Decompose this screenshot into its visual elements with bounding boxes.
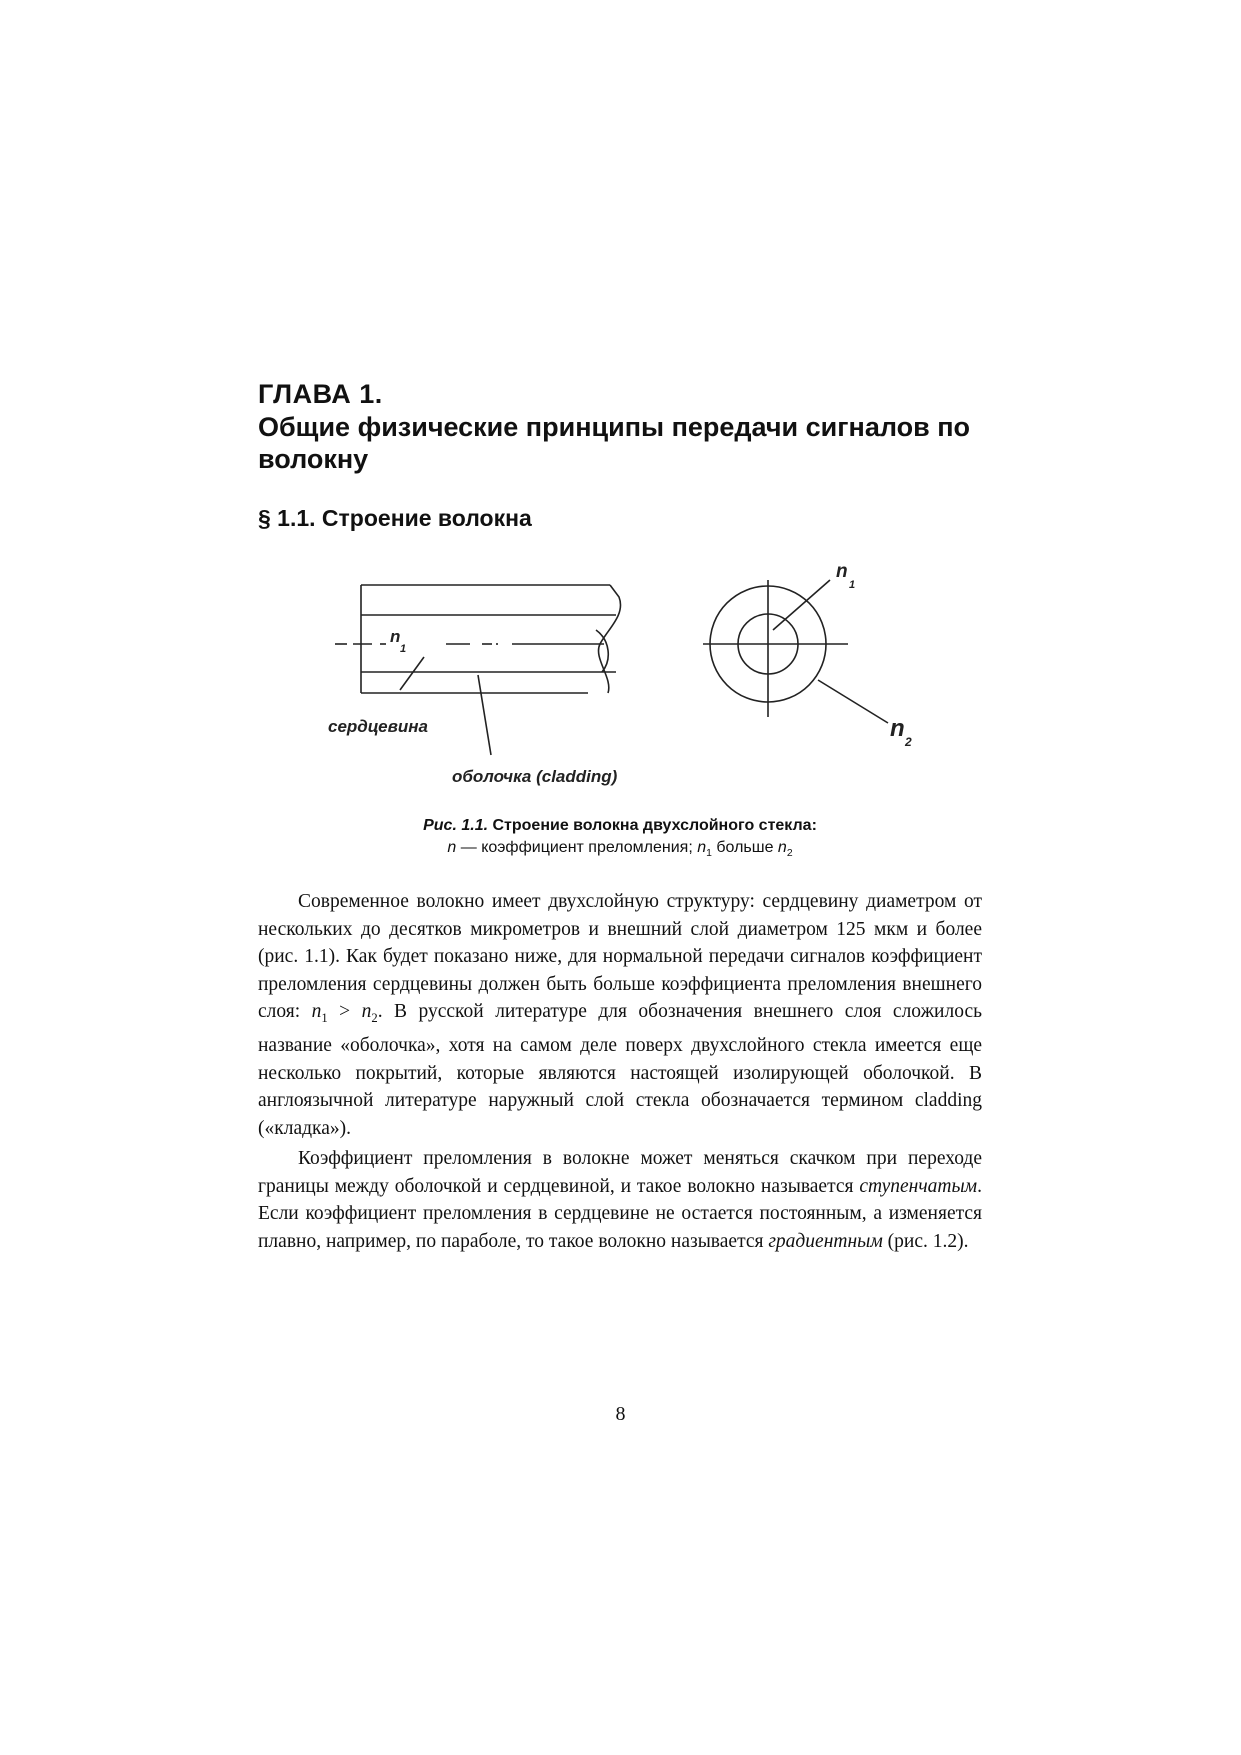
p1-n1-sub: 1 [321, 1010, 328, 1025]
fiber-cross-section [703, 580, 888, 723]
core-label: сердцевина [328, 717, 428, 736]
caption-text-b: больше [711, 839, 778, 856]
cladding-label: оболочка (cladding) [452, 767, 618, 786]
caption-line-2 [330, 837, 910, 865]
fiber-diagram [320, 560, 940, 800]
caption-title-line [330, 815, 910, 837]
core-leader-line [400, 657, 424, 690]
left-n-label: n [390, 627, 401, 646]
caption-title: Строение волокна двухслойного стекла: [492, 817, 817, 834]
caption-n2-sub: 2 [786, 848, 793, 860]
caption-n1-sub: 1 [706, 848, 712, 860]
right-n2-label: n [890, 715, 905, 742]
section-title: § 1.1. Строение волокна [258, 505, 532, 531]
p2-text-c: (рис. 1.2). [882, 1230, 969, 1252]
p1-n1: n [311, 1001, 322, 1022]
broken-end-curve [598, 585, 620, 693]
n2-leader-line [818, 680, 888, 723]
paragraph-2 [258, 1145, 982, 1255]
p2-term-stepped: ступенчатым [859, 1175, 978, 1197]
caption-n: n [447, 839, 457, 856]
p1-n2: n [361, 1001, 372, 1022]
paragraph-1 [258, 888, 982, 1142]
caption-text-a: — коэффициент преломления; [456, 839, 698, 856]
caption-n2: n [777, 839, 787, 856]
cladding-leader-line [478, 675, 491, 755]
right-n2-sub: 2 [905, 735, 912, 749]
right-n1-sub: 1 [849, 579, 856, 591]
p1-text-a: Современное волокно имеет двухслойную структуру: сердцевину диаметром от нескольких до десятков микрометров и внешний слой диаметром 125 мкм и более (рис. 1.1). Как будет показано ниже, для нормальной передачи сигналов коэффициент преломления сердцевины должен быть больше коэффициента преломления внешнего слоя: [258, 891, 982, 1022]
right-n1-label: n [836, 561, 848, 582]
caption-n1: n [697, 839, 707, 856]
figure-caption [330, 815, 910, 865]
p2-term-gradient: градиентным [768, 1230, 883, 1252]
p1-n2-sub: 2 [371, 1010, 378, 1025]
p1-gt: > [327, 1001, 362, 1022]
figure-fiber-structure [320, 560, 940, 800]
caption-prefix: Рис. 1.1. [423, 817, 489, 834]
chapter-title: Общие физические принципы передачи сигналов по волокну [258, 412, 971, 474]
p2-text-b: . Если коэффициент преломления в сердцевине не остается постоянным, а изменяется плавно, например, по параболе, то такое волокно называется [258, 1175, 982, 1252]
page-number: 8 [615, 1403, 626, 1425]
body-text [258, 888, 982, 1255]
chapter-label: ГЛАВА 1. [258, 379, 383, 409]
p1-text-b: . В русской литературе для обозначения внешнего слоя сложилось название «оболочка», хотя на самом деле поверх двухслойного стекла имеется еще несколько покрытий, которые являются настоящей изолирующей оболочкой. В англоязычной литературе наружный слой стекла обозначается термином cladding («кладка»). [258, 1001, 982, 1139]
p2-text-a: Коэффициент преломления в волокне может меняться скачком при переходе границы между оболочкой и сердцевиной, и такое волокно называется [258, 1148, 982, 1197]
left-n-sub: 1 [400, 643, 407, 655]
